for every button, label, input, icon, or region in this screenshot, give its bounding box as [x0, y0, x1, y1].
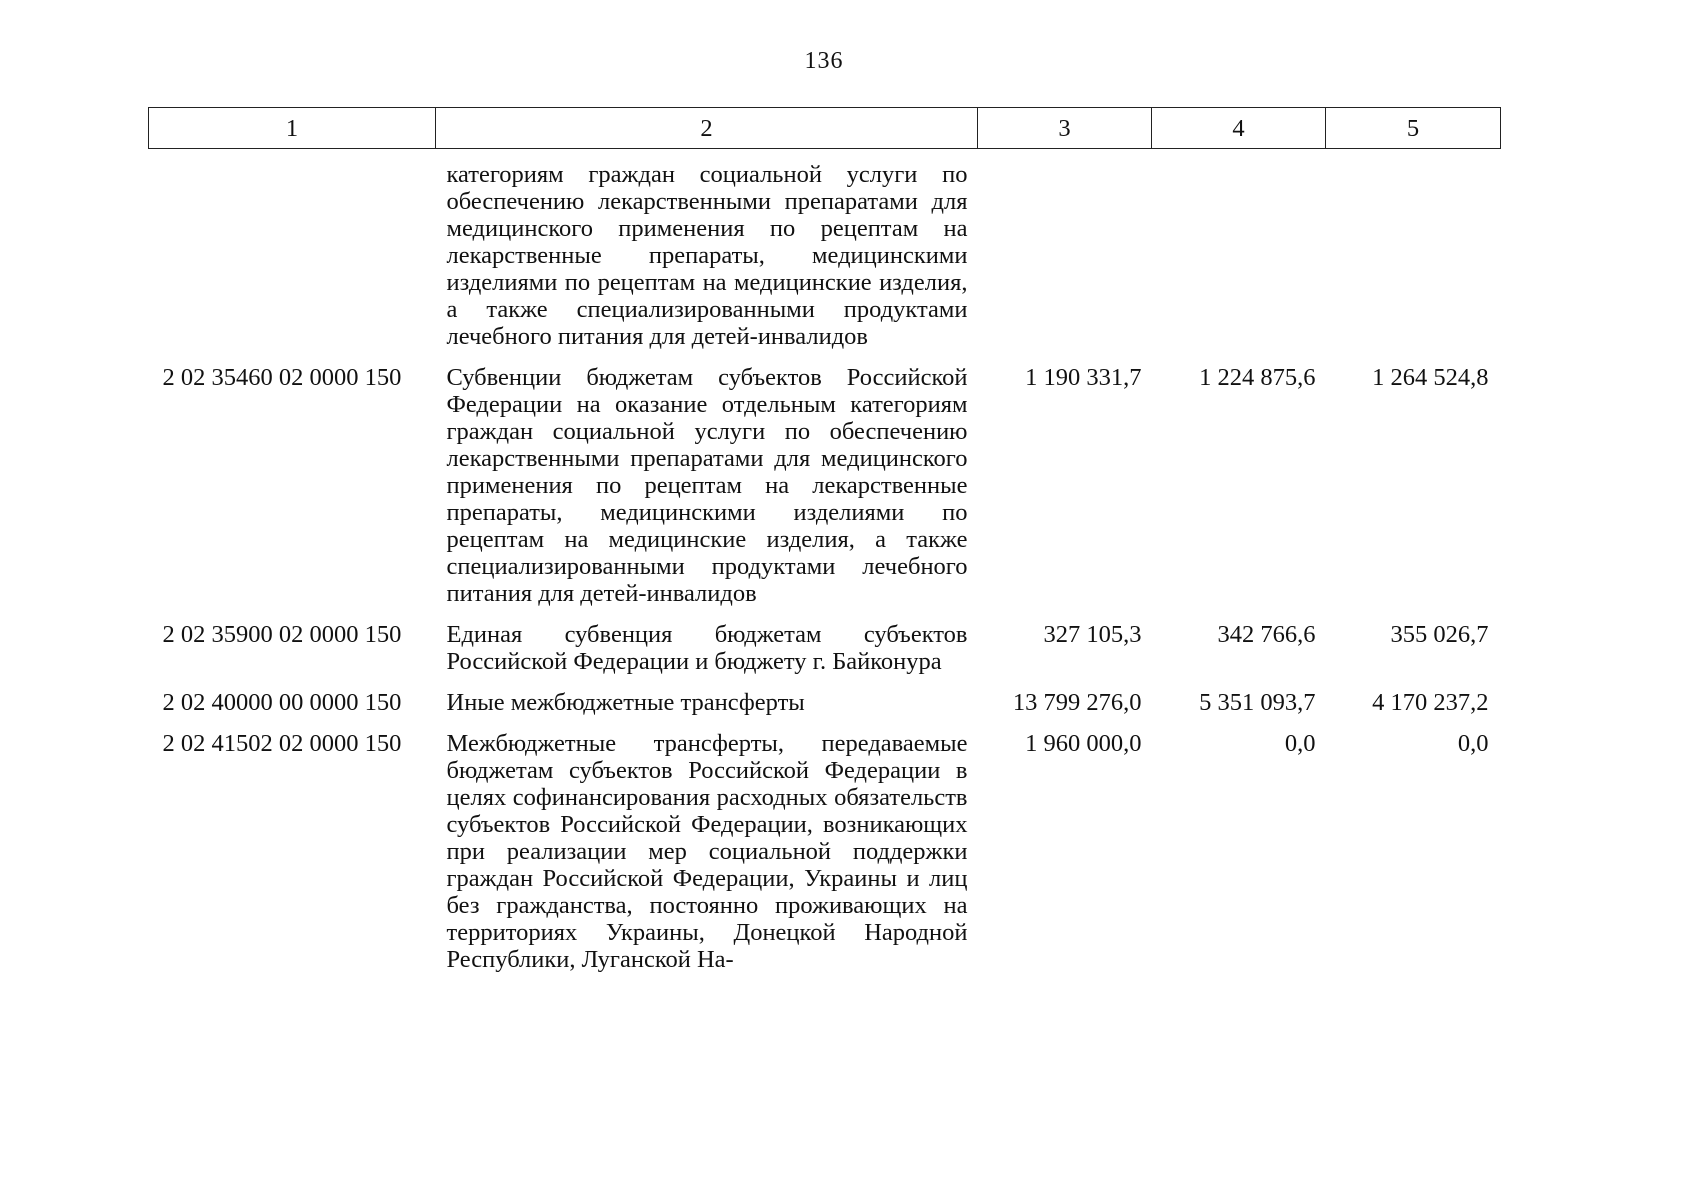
table-header	[149, 108, 1501, 149]
row-value-col5: 0,0	[1457, 730, 1489, 757]
row-value-col4: 5 351 093,7	[1199, 689, 1316, 716]
row-value-col5: 1 264 524,8	[1372, 364, 1489, 391]
page-number: 136	[804, 48, 844, 74]
row-code	[149, 149, 436, 351]
row-code: 2 02 35460 02 0000 150	[162, 364, 402, 391]
row-value-col5: 4 170 237,2	[1372, 689, 1489, 716]
row-code: 2 02 41502 02 0000 150	[162, 730, 402, 757]
budget-table	[148, 107, 1501, 973]
column-header-4: 4	[1152, 108, 1326, 149]
row-description: Межбюджетные трансферты, передаваемые бюджетам субъектов Российской Федерации в целях софинансирования расходных обязательств субъектов Российской Федерации, возникающих при реализации мер социальной поддержки граждан Российской Федерации, Украины и лиц без гражданства, постоянно проживающих на территориях Украины, Донецкой Народной Республики, Луганской На-	[446, 730, 968, 973]
header-row	[149, 108, 1501, 149]
row-value-col4: 342 766,6	[1217, 621, 1316, 648]
row-value-col3: 13 799 276,0	[1012, 689, 1142, 716]
row-value-col3: 1 960 000,0	[1025, 730, 1142, 757]
column-header-1: 1	[149, 108, 436, 149]
row-value-col5: 355 026,7	[1390, 621, 1489, 648]
row-value-col5	[1326, 149, 1501, 351]
row-value-col4: 1 224 875,6	[1199, 364, 1316, 391]
column-header-5: 5	[1326, 108, 1501, 149]
table-body	[149, 149, 1501, 974]
row-description: Иные межбюджетные трансферты	[446, 689, 805, 716]
table-row	[149, 716, 1501, 973]
table-row	[149, 149, 1501, 351]
column-header-3: 3	[978, 108, 1152, 149]
table-row	[149, 607, 1501, 675]
row-code: 2 02 35900 02 0000 150	[162, 621, 402, 648]
row-value-col3: 327 105,3	[1043, 621, 1142, 648]
row-description: Единая субвенция бюджетам субъектов Российской Федерации и бюджету г. Байконура	[446, 621, 968, 675]
row-value-col4: 0,0	[1284, 730, 1316, 757]
table-row	[149, 675, 1501, 716]
row-code: 2 02 40000 00 0000 150	[162, 689, 402, 716]
row-value-col3: 1 190 331,7	[1025, 364, 1142, 391]
row-value-col4	[1152, 149, 1326, 351]
row-description: категориям граждан социальной услуги по обеспечению лекарственными препаратами для медицинского применения по рецептам на лекарственные препараты, медицинскими изделиями по рецептам на медицинские изделия, а также специализированными продуктами лечебного питания для детей-инвалидов	[446, 161, 968, 350]
row-description: Субвенции бюджетам субъектов Российской Федерации на оказание отдельным категориям граждан социальной услуги по обеспечению лекарственными препаратами для медицинского применения по рецептам на лекарственные препараты, медицинскими изделиями по рецептам на медицинские изделия, а также специализированными продуктами лечебного питания для детей-инвалидов	[446, 364, 968, 607]
column-header-2: 2	[436, 108, 978, 149]
table-row	[149, 350, 1501, 607]
row-value-col3	[978, 149, 1152, 351]
